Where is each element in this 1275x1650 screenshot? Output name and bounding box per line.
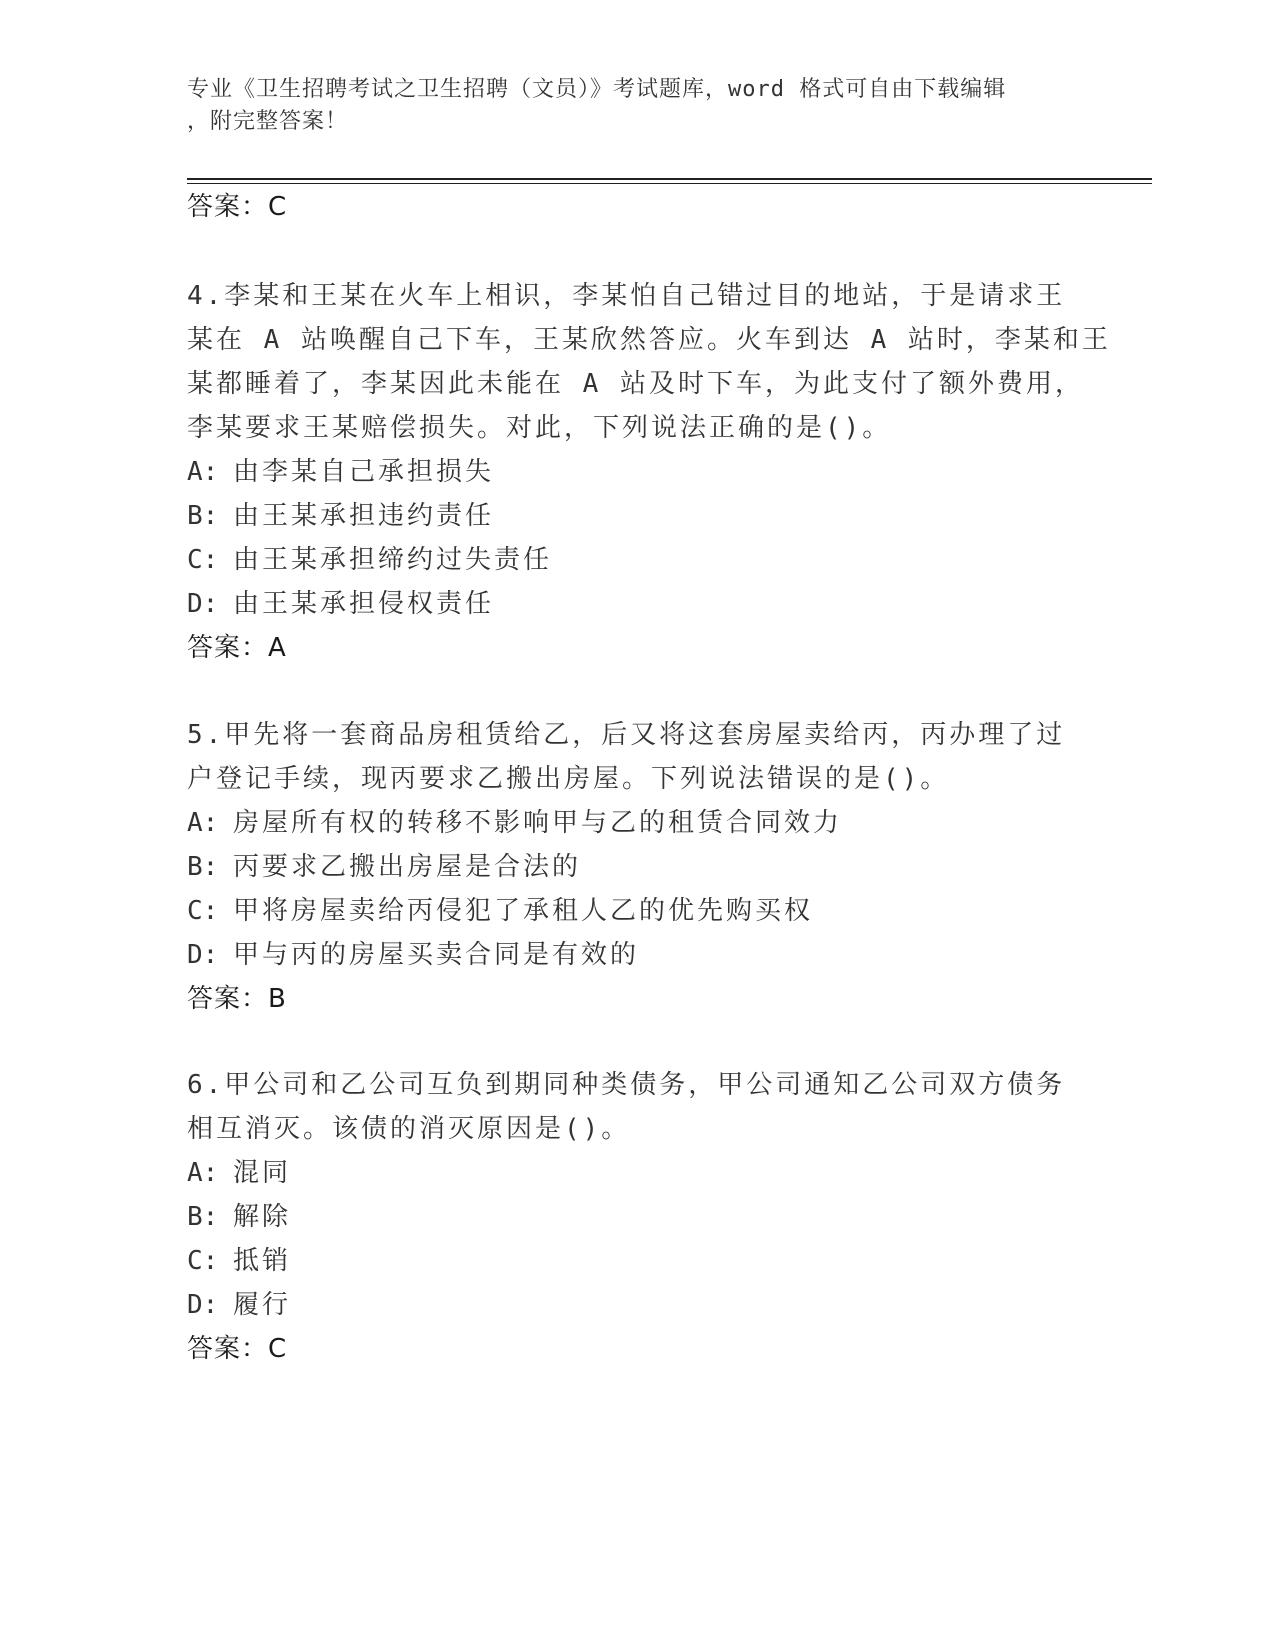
option-letter: C:: [187, 1246, 219, 1276]
option-letter: D:: [187, 1290, 219, 1320]
question-answer: 答案：A: [187, 633, 287, 663]
question-stem-line: 某在 A 站唤醒自己下车，王某欣然答应。火车到达 A 站时，李某和王: [187, 325, 1111, 355]
option-c: [187, 896, 813, 926]
option-letter: B:: [187, 852, 219, 882]
option-letter: A:: [187, 808, 219, 838]
option-text: 由王某承担缔约过失责任: [233, 545, 553, 575]
option-a: [187, 1158, 291, 1188]
header-line-1: 专业《卫生招聘考试之卫生招聘（文员）》考试题库，word 格式可自由下载编辑: [187, 77, 1007, 102]
option-text: 房屋所有权的转移不影响甲与乙的租赁合同效力: [233, 808, 843, 838]
option-letter: C:: [187, 545, 219, 575]
option-letter: C:: [187, 896, 219, 926]
option-letter: A:: [187, 457, 219, 487]
question-stem-line: 户登记手续，现丙要求乙搬出房屋。下列说法错误的是()。: [187, 764, 950, 794]
option-text: 由王某承担侵权责任: [233, 589, 495, 619]
option-letter: B:: [187, 1202, 219, 1232]
option-text: 混同: [233, 1158, 292, 1188]
option-a: [187, 457, 494, 487]
question-stem-line: 李某要求王某赔偿损失。对此，下列说法正确的是()。: [187, 413, 892, 443]
option-c: [187, 545, 552, 575]
header-divider-thin: [187, 183, 1152, 184]
question-answer: 答案：C: [187, 1334, 288, 1364]
option-b: [187, 501, 494, 531]
option-d: [187, 940, 639, 970]
option-d: [187, 589, 494, 619]
document-header: [187, 74, 1067, 138]
header-divider-thick: [187, 178, 1152, 180]
option-letter: D:: [187, 940, 219, 970]
option-letter: D:: [187, 589, 219, 619]
option-text: 由李某自己承担损失: [233, 457, 495, 487]
option-letter: B:: [187, 501, 219, 531]
option-a: [187, 808, 842, 838]
header-line-2: ，附完整答案！: [187, 109, 349, 134]
option-letter: A:: [187, 1158, 219, 1188]
option-b: [187, 852, 581, 882]
question-stem-line: 相互消灭。该债的消灭原因是()。: [187, 1114, 631, 1144]
option-text: 由王某承担违约责任: [233, 501, 495, 531]
option-text: 丙要求乙搬出房屋是合法的: [233, 852, 582, 882]
question-stem-line: 某都睡着了，李某因此未能在 A 站及时下车，为此支付了额外费用，: [187, 369, 1084, 399]
option-text: 履行: [233, 1290, 292, 1320]
question-stem-line: 5.甲先将一套商品房租赁给乙，后又将这套房屋卖给丙，丙办理了过: [187, 720, 1066, 750]
option-text: 抵销: [233, 1246, 292, 1276]
option-text: 甲将房屋卖给丙侵犯了承租人乙的优先购买权: [233, 896, 814, 926]
question-answer: 答案：B: [187, 984, 287, 1014]
option-text: 解除: [233, 1202, 292, 1232]
question-stem-line: 4.李某和王某在火车上相识，李某怕自己错过目的地站，于是请求王: [187, 281, 1066, 311]
question-stem-line: 6.甲公司和乙公司互负到期同种类债务，甲公司通知乙公司双方债务: [187, 1070, 1066, 1100]
option-text: 甲与丙的房屋买卖合同是有效的: [233, 940, 640, 970]
option-d: [187, 1290, 291, 1320]
option-c: [187, 1246, 291, 1276]
option-b: [187, 1202, 291, 1232]
answer-previous: 答案：C: [187, 192, 288, 222]
